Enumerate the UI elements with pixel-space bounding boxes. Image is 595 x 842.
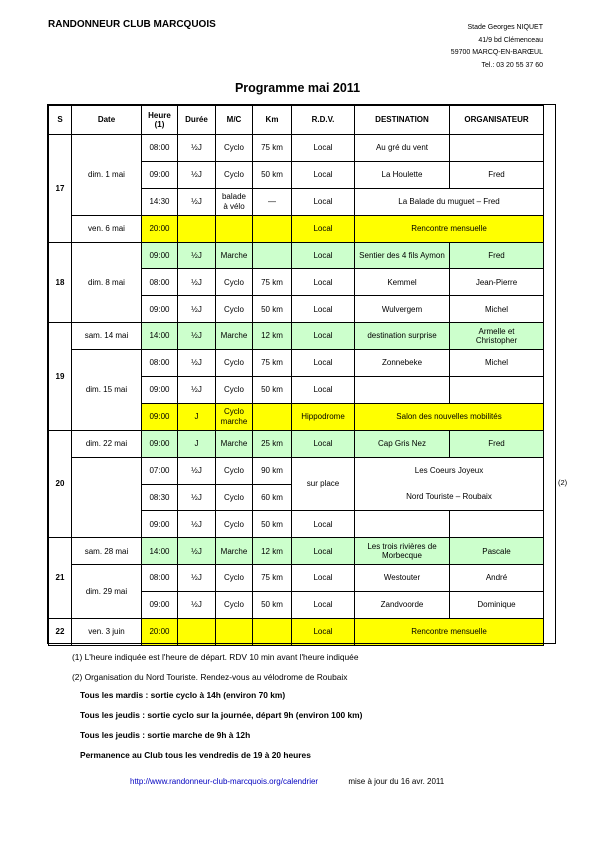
time-cell: 08:30 [142, 484, 178, 511]
meeting-point-cell: sur place [292, 457, 355, 511]
meeting-point-cell: Local [292, 296, 355, 323]
mode-cell: Cyclo [216, 511, 253, 538]
organizer-cell: Jean-Pierre [450, 269, 544, 296]
km-cell [253, 619, 292, 646]
destination-cell: Zonnebeke [355, 350, 450, 377]
page-title: Programme mai 2011 [234, 81, 361, 95]
meeting-point-cell: Hippodrome [292, 403, 355, 430]
organizer-cell: André [450, 565, 544, 592]
table-row [49, 350, 544, 377]
meeting-point-cell: Local [292, 538, 355, 565]
update-date: mise à jour du 16 avr. 2011 [348, 777, 445, 786]
time-cell: 09:00 [142, 430, 178, 457]
km-cell: 50 km [253, 511, 292, 538]
mode-cell: Cyclo [216, 296, 253, 323]
time-cell: 20:00 [142, 215, 178, 242]
table-row [49, 430, 544, 457]
footnote: (1) L'heure indiquée est l'heure de départ. RDV 10 min avant l'heure indiquée [72, 652, 359, 662]
mode-cell: Marche [216, 538, 253, 565]
time-cell: 09:00 [142, 511, 178, 538]
destination-cell: Cap Gris Nez [355, 430, 450, 457]
meeting-point-cell: Local [292, 592, 355, 619]
km-cell: 50 km [253, 296, 292, 323]
destination-cell: Rencontre mensuelle [355, 215, 544, 242]
destination-cell: Rencontre mensuelle [355, 619, 544, 646]
meeting-point-cell: Local [292, 242, 355, 269]
organizer-cell [450, 511, 544, 538]
time-cell: 08:00 [142, 269, 178, 296]
organizer-text: Armelle et Christopher [475, 326, 518, 346]
duration-cell: ½J [178, 511, 216, 538]
duration-cell: ½J [178, 242, 216, 269]
footnotes [72, 652, 358, 692]
recurring-item: Tous les mardis : sortie cyclo à 14h (environ 70 km) [80, 690, 286, 700]
col-header-organizer: ORGANISATEUR [450, 106, 544, 135]
destination-cell: Au gré du vent [355, 135, 450, 162]
table-row [49, 242, 544, 269]
meeting-point-cell: Local [292, 269, 355, 296]
week-number: 19 [49, 323, 72, 431]
destination-cell [355, 511, 450, 538]
mode-cell: Cyclo [216, 350, 253, 377]
table-row [49, 565, 544, 592]
mode-cell: Cyclo [216, 135, 253, 162]
date-cell: dim. 1 mai [72, 135, 142, 216]
duration-cell: ½J [178, 323, 216, 350]
footnote: (2) Organisation du Nord Touriste. Rendez-vous au vélodrome de Roubaix [72, 671, 348, 682]
table-row [49, 215, 544, 242]
week-number: 18 [49, 242, 72, 323]
week-number: 22 [49, 619, 72, 646]
date-cell: sam. 14 mai [72, 323, 142, 350]
destination-cell: La Houlette [355, 161, 450, 188]
time-cell: 07:00 [142, 457, 178, 484]
recurring-item: Tous les jeudis : sortie cyclo sur la journée, départ 9h (environ 100 km) [80, 709, 363, 720]
time-cell: 14:30 [142, 188, 178, 215]
destination-cell: Westouter [355, 565, 450, 592]
mode-cell: Cyclo [216, 457, 253, 484]
col-header-meeting-point: R.D.V. [292, 106, 355, 135]
meeting-point-cell: Local [292, 377, 355, 404]
km-cell: 90 km [253, 457, 292, 484]
schedule-table [48, 105, 544, 646]
organizer-cell: Pascale [450, 538, 544, 565]
mode-cell [216, 619, 253, 646]
footnote-marker: (2) [558, 478, 568, 487]
meeting-point-cell: Local [292, 511, 355, 538]
destination-cell: Kemmel [355, 269, 450, 296]
time-cell: 09:00 [142, 592, 178, 619]
col-header-km: Km [253, 106, 292, 135]
km-cell [253, 403, 292, 430]
mode-text: balade à vélo [221, 192, 247, 211]
organizer-cell: Michel [450, 296, 544, 323]
date-cell: dim. 8 mai [72, 242, 142, 323]
mode-cell: Cyclo [216, 161, 253, 188]
col-header-date: Date [72, 106, 142, 135]
mode-cell [216, 188, 253, 215]
organizer-cell [450, 323, 544, 350]
km-cell: 50 km [253, 377, 292, 404]
table-row [49, 619, 544, 646]
mode-cell: Cyclo [216, 269, 253, 296]
duration-cell: J [178, 403, 216, 430]
header-row [49, 106, 544, 135]
meeting-point-cell: Local [292, 350, 355, 377]
mode-cell [216, 215, 253, 242]
col-header-time-label: Heure (1) [148, 110, 171, 129]
destination-cell: Wulvergem [355, 296, 450, 323]
date-cell: dim. 22 mai [72, 430, 142, 457]
time-cell: 14:00 [142, 538, 178, 565]
mode-cell: Cyclo [216, 484, 253, 511]
recurring-item: Permanence au Club tous les vendredis de 19 à 20 heures [80, 749, 311, 760]
mode-cell: Cyclo [216, 377, 253, 404]
col-header-time [142, 106, 178, 135]
recurring-activities [80, 690, 362, 770]
time-cell: 08:00 [142, 135, 178, 162]
duration-cell: ½J [178, 161, 216, 188]
km-cell: 50 km [253, 592, 292, 619]
destination-cell [355, 457, 544, 511]
time-cell: 09:00 [142, 161, 178, 188]
meeting-point-cell: Local [292, 188, 355, 215]
mode-cell: Marche [216, 242, 253, 269]
table-row [49, 457, 544, 484]
organizer-cell: Fred [450, 430, 544, 457]
meeting-point-cell: Local [292, 565, 355, 592]
club-address [451, 22, 543, 72]
col-header-duration: Durée [178, 106, 216, 135]
date-cell: sam. 28 mai [72, 538, 142, 565]
duration-cell: ½J [178, 457, 216, 484]
km-cell: 25 km [253, 430, 292, 457]
week-number: 21 [49, 538, 72, 619]
km-cell: 50 km [253, 161, 292, 188]
duration-cell: ½J [178, 188, 216, 215]
destination-cell [355, 377, 450, 404]
duration-cell: ½J [178, 538, 216, 565]
date-cell: ven. 3 juin [72, 619, 142, 646]
duration-cell: ½J [178, 296, 216, 323]
address-line: 41/9 bd Clémenceau [478, 36, 543, 44]
destination-cell: Zandvoorde [355, 592, 450, 619]
organizer-cell: Fred [450, 161, 544, 188]
duration-cell: ½J [178, 377, 216, 404]
time-cell: 09:00 [142, 377, 178, 404]
km-cell: 75 km [253, 565, 292, 592]
time-cell: 09:00 [142, 403, 178, 430]
club-name: RANDONNEUR CLUB MARCQUOIS [48, 19, 216, 30]
organizer-cell: Dominique [450, 592, 544, 619]
km-cell: 75 km [253, 269, 292, 296]
duration-cell: ½J [178, 592, 216, 619]
duration-cell: ½J [178, 484, 216, 511]
km-cell: 75 km [253, 135, 292, 162]
meeting-point-cell: Local [292, 430, 355, 457]
destination-cell: La Balade du muguet – Fred [355, 188, 544, 215]
meeting-point-cell: Local [292, 135, 355, 162]
recurring-item: Tous les jeudis : sortie marche de 9h à 12h [80, 729, 251, 740]
date-cell: dim. 29 mai [72, 565, 142, 619]
week-number: 20 [49, 430, 72, 538]
mode-cell: Cyclo [216, 565, 253, 592]
organizer-cell [450, 377, 544, 404]
duration-cell: ½J [178, 269, 216, 296]
duration-cell: ½J [178, 350, 216, 377]
km-cell: 12 km [253, 538, 292, 565]
km-cell: 75 km [253, 350, 292, 377]
destination-cell: destination surprise [355, 323, 450, 350]
week-number: 17 [49, 135, 72, 243]
col-header-mode: M/C [216, 106, 253, 135]
table-row [49, 135, 544, 162]
date-cell: ven. 6 mai [72, 215, 142, 242]
time-cell: 20:00 [142, 619, 178, 646]
km-cell [253, 242, 292, 269]
destination-cell: Les trois rivières de Morbecque [355, 538, 450, 565]
duration-cell [178, 619, 216, 646]
address-line: Tel.: 03 20 55 37 60 [481, 61, 543, 69]
destination-cell: Sentier des 4 fils Aymon [355, 242, 450, 269]
table-row [49, 323, 544, 350]
meeting-point-cell: Local [292, 215, 355, 242]
duration-cell: ½J [178, 135, 216, 162]
mode-cell: Marche [216, 323, 253, 350]
date-cell [72, 457, 142, 538]
mode-cell [216, 403, 253, 430]
col-header-destination: DESTINATION [355, 106, 450, 135]
mode-text: Cyclo marche [220, 407, 248, 426]
footer [130, 777, 444, 786]
mode-cell: Marche [216, 430, 253, 457]
time-cell: 14:00 [142, 323, 178, 350]
meeting-point-cell: Local [292, 161, 355, 188]
duration-cell: ½J [178, 565, 216, 592]
time-cell: 08:00 [142, 565, 178, 592]
organizer-cell: Michel [450, 350, 544, 377]
mode-cell: Cyclo [216, 592, 253, 619]
km-cell: 12 km [253, 323, 292, 350]
destination-line: Nord Touriste – Roubaix [406, 492, 492, 502]
duration-cell [178, 215, 216, 242]
time-cell: 09:00 [142, 296, 178, 323]
km-cell: — [253, 188, 292, 215]
destination-cell: Salon des nouvelles mobilités [355, 403, 544, 430]
calendar-link[interactable]: http://www.randonneur-club-marcquois.org/calendrier [130, 777, 319, 786]
km-cell [253, 215, 292, 242]
organizer-cell: Fred [450, 242, 544, 269]
organizer-cell [450, 135, 544, 162]
date-cell: dim. 15 mai [72, 350, 142, 431]
destination-line: Les Coeurs Joyeux [414, 466, 484, 476]
time-cell: 09:00 [142, 242, 178, 269]
km-cell: 60 km [253, 484, 292, 511]
col-header-week: S [49, 106, 72, 135]
meeting-point-cell: Local [292, 619, 355, 646]
address-line: Stade Georges NIQUET [467, 24, 543, 31]
meeting-point-cell: Local [292, 323, 355, 350]
table-row [49, 538, 544, 565]
address-line: 59700 MARCQ-EN-BARŒUL [450, 49, 543, 57]
duration-cell: J [178, 430, 216, 457]
time-cell: 08:00 [142, 350, 178, 377]
